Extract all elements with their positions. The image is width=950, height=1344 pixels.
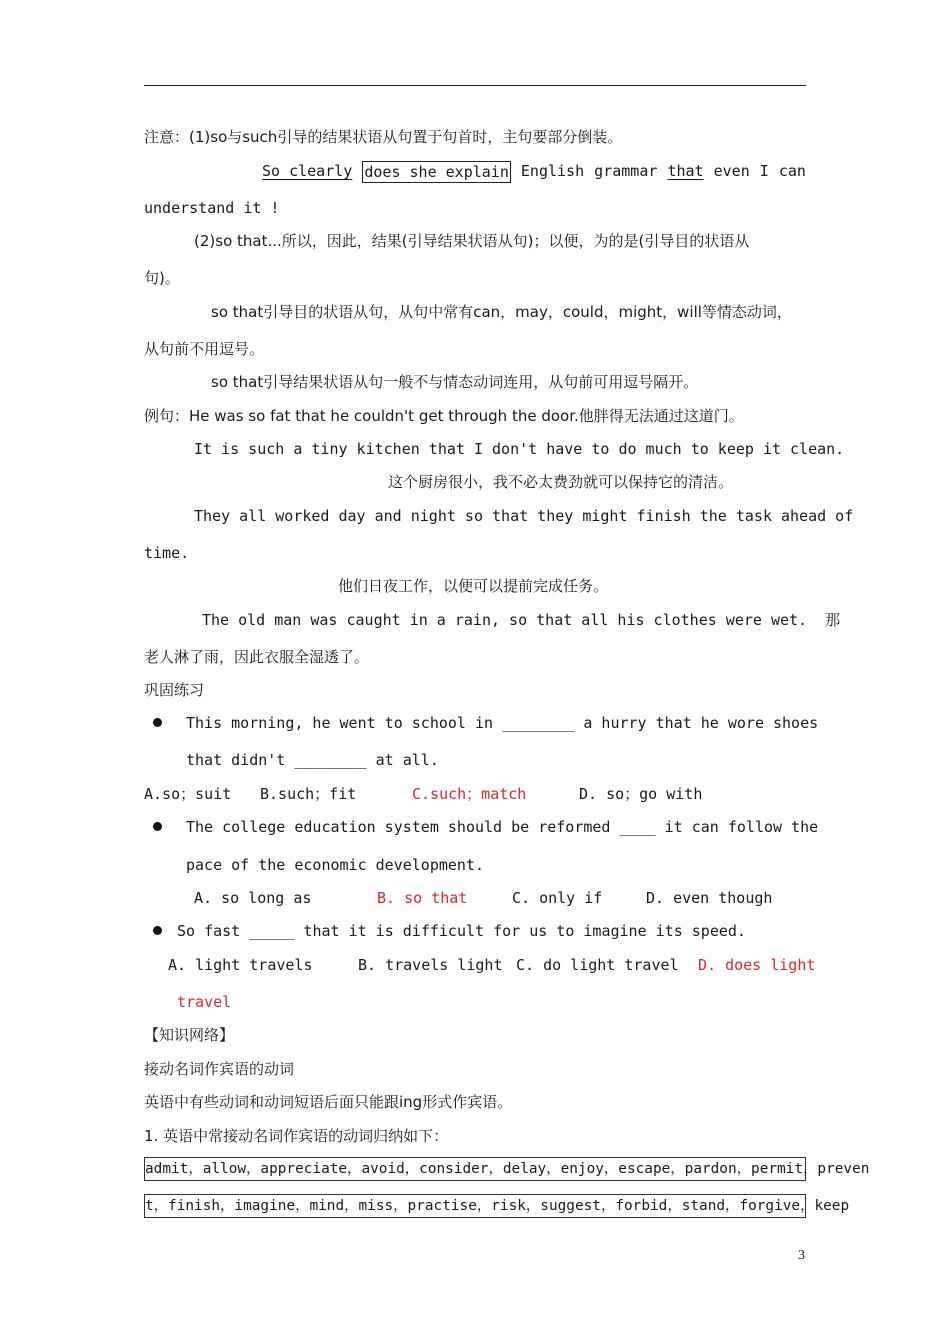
inversion-example [262,161,806,183]
question-2: The college education system should be reformed ____ it can follow the [186,818,819,836]
result-clause-note: so that引导结果状语从句一般不与情态动词连用，从句前可用逗号隔开。 [211,373,699,391]
knowledge-heading: 【知识网络】 [144,1026,235,1044]
q3-option-c: C. do light travel [516,956,679,974]
knowledge-intro: 英语中有些动词和动词短语后面只能跟ing形式作宾语。 [144,1093,513,1111]
bullet-icon [153,822,162,831]
question-1-cont: that didn't ________ at all. [186,751,439,769]
ex-does-she-explain: does she explain [364,163,509,181]
q1-option-d: D. so；go with [579,785,703,803]
q2-option-d: D. even though [646,889,773,907]
q3-option-a: A. light travels [168,956,313,974]
header-rule [144,85,806,86]
q1-option-b: B.such；fit [260,785,357,803]
q2-option-c: C. only if [512,889,603,907]
question-1: This morning, he went to school in ________ a hurry that he wore shoes [186,714,819,732]
note-item-2-cont: 句)。 [144,269,180,287]
purpose-clause-note-cont: 从句前不用逗号。 [144,340,265,358]
bullet-icon [153,926,162,935]
example-4-zh: 老人淋了雨，因此衣服全湿透了。 [144,648,370,666]
note-item-2: (2)so that...所以，因此，结果(引导结果状语从句)；以便，为的是(引导目的状语从 [194,232,750,250]
ex-word: English [520,162,585,180]
ex-word: grammar [594,162,658,180]
question-3: So fast _____ that it is difficult for us to imagine its speed. [177,922,746,940]
note-item-1: 注意：(1)so与such引导的结果状语从句置于句首时，主句要部分倒装。 [144,128,623,146]
q2-option-b-answer: B. so that [377,889,468,907]
inversion-example-cont: understand it ! [144,199,280,217]
ex-word: can [778,162,806,180]
example-2-en: It is such a tiny kitchen that I don't have to do much to keep it clean. [194,440,845,458]
q3-option-d-answer-cont: travel [177,993,232,1011]
q1-option-a: A.so；suit [144,785,232,803]
ex-that: that [667,162,704,180]
example-1: 例句：He was so fat that he couldn't get through the door.他胖得无法通过这道门。 [144,407,744,425]
q1-option-c-answer: C.such；match [412,785,527,803]
q3-option-b: B. travels light [358,956,503,974]
ex-word: I [759,162,769,180]
ex-so-clearly: So clearly [262,162,353,180]
knowledge-title: 接动名词作宾语的动词 [144,1060,295,1078]
q2-option-a: A. so long as [194,889,312,907]
ex-word: even [713,162,750,180]
purpose-clause-note: so that引导目的状语从句，从句中常有can，may，could，might，will等情态动词， [211,303,792,321]
example-3-en: They all worked day and night so that they might finish the task ahead of [194,507,854,525]
example-4-en: The old man was caught in a rain, so that all his clothes were wet. 那 [202,611,841,629]
example-3-zh: 他们日夜工作，以便可以提前完成任务。 [338,577,609,595]
example-3-en-cont: time. [144,544,190,562]
bullet-icon [153,718,162,727]
question-2-cont: pace of the economic development. [186,856,485,874]
practice-heading: 巩固练习 [144,681,205,699]
page-number: 3 [798,1248,805,1263]
verb-list-line-1: admit，allow，appreciate，avoid，consider，delay，enjoy，escape，pardon，permit，preven [145,1161,870,1177]
q3-option-d-answer: D. does light [698,956,816,974]
verb-list-line-2: t，finish，imagine，mind，miss，practise，risk，suggest，forbid，stand，forgive，keep [145,1198,850,1214]
example-2-zh: 这个厨房很小，我不必太费劲就可以保持它的清洁。 [388,473,734,491]
knowledge-point-1: 1. 英语中常接动名词作宾语的动词归纳如下： [144,1127,449,1145]
